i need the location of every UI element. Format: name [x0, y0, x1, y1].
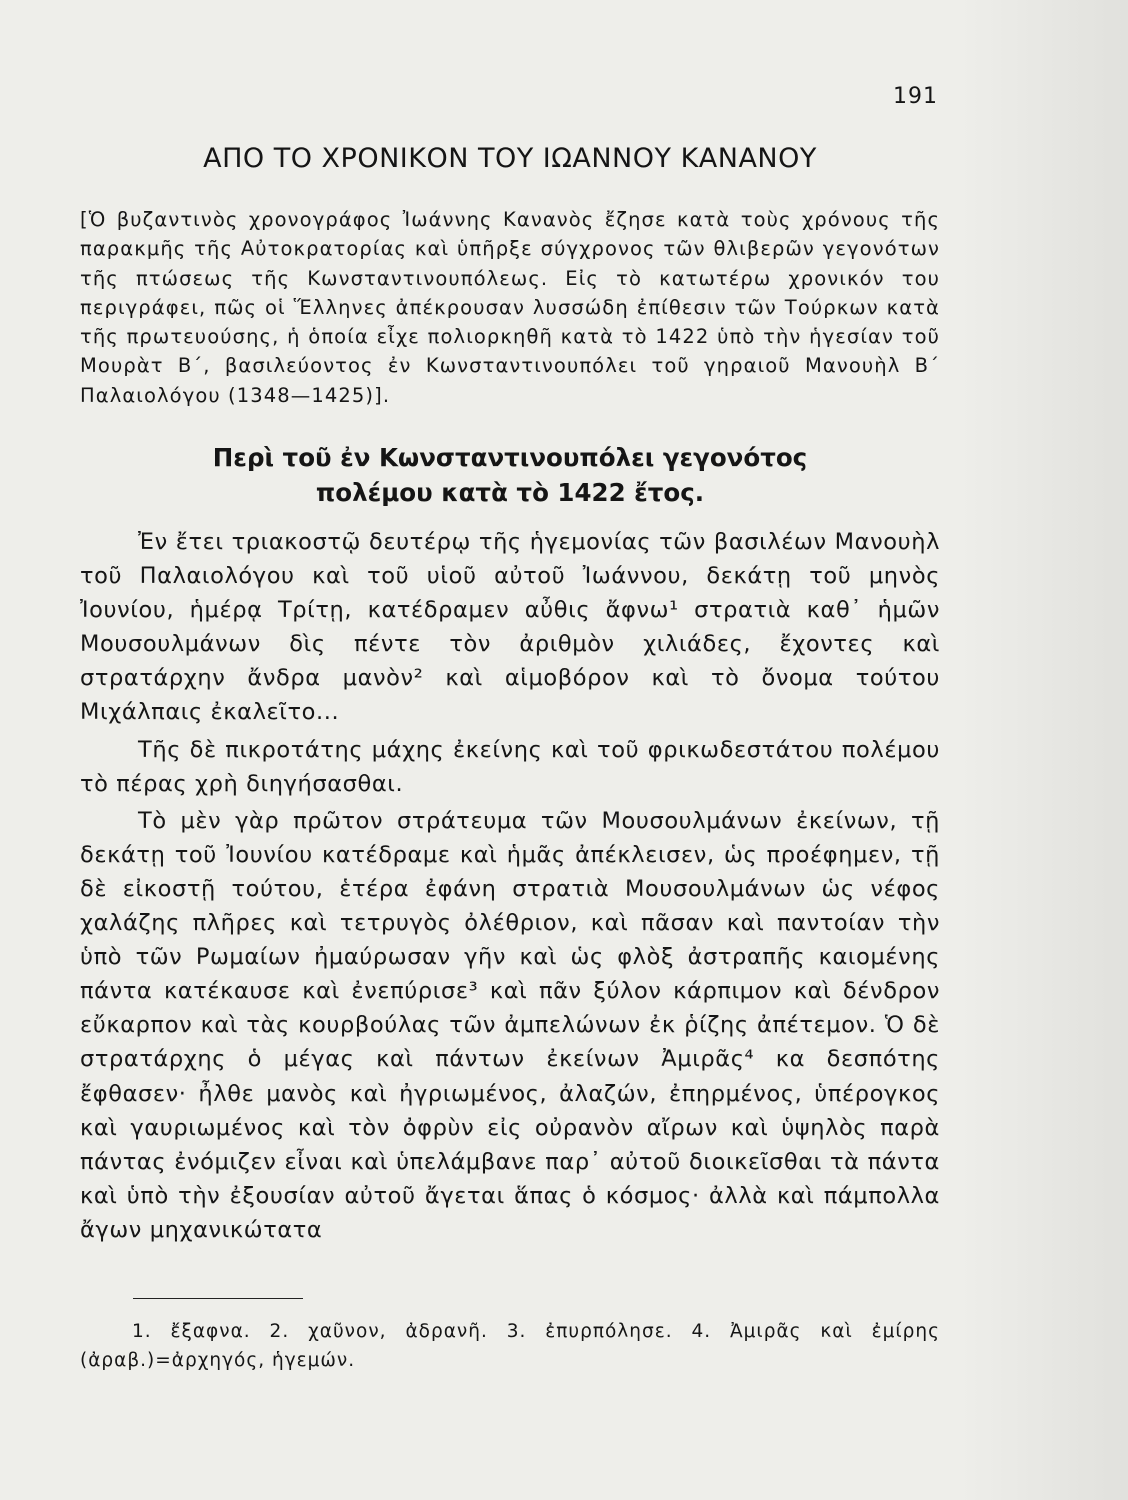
- footnote-divider: [133, 1298, 303, 1299]
- body-paragraph-1: Ἐν ἔτει τριακοστῷ δευτέρῳ τῆς ἡγεμονίας τῶν βασιλέων Μανουὴλ τοῦ Παλαιολόγου καὶ τοῦ υἱοῦ αὐτοῦ Ἰωάννου, δεκάτῃ τοῦ μηνὸς Ἰουνίου, ἡμέρᾳ Τρίτῃ, κατέδραμεν αὖθις ἄφνω¹ στρατιὰ καθ᾿ ἡμῶν Μουσουλμάνων δὶς πέντε τὸν ἀριθμὸν χιλιάδες, ἔχοντες καὶ στρατάρχην ἄνδρα μανὸν² καὶ αἱμοβόρον καὶ τὸ ὄνομα τούτου Μιχάλπαις ἐκαλεῖτο...: [80, 529, 940, 726]
- footnotes: 1. ἔξαφνα. 2. χαῦνον, ἀδρανῆ. 3. ἐπυρπόλησε. 4. Ἀμιρᾶς καὶ ἐμίρης (ἀραβ.)=ἀρχηγός, ἡγεμών.: [80, 1321, 940, 1371]
- chapter-title: ΑΠΟ ΤΟ ΧΡΟΝΙΚΟΝ ΤΟΥ ΙΩΑΝΝΟΥ ΚΑΝΑΝΟΥ: [203, 143, 817, 174]
- section-heading: [80, 440, 940, 510]
- body-paragraph-3: Τὸ μὲν γὰρ πρῶτον στράτευμα τῶν Μουσουλμάνων ἐκείνων, τῇ δεκάτῃ τοῦ Ἰουνίου κατέδραμε καὶ ἡμᾶς ἀπέκλεισεν, ὡς προέφημεν, τῇ δὲ εἰκοστῇ τούτου, ἑτέρα ἐφάνη στρατιὰ Μουσουλμάνων ὡς νέφος χαλάζης πλῆρες καὶ τετρυγὸς ὀλέθριον, καὶ πᾶσαν καὶ παντοίαν τὴν ὑπὸ τῶν Ρωμαίων ἠμαύρωσαν γῆν καὶ ὡς φλὸξ ἀστραπῆς καιομένης πάντα κατέκαυσε καὶ ἐνεπύρισε³ καὶ πᾶν ξύλον κάρπιμον καὶ δένδρον εὔκαρπον καὶ τὰς κουρβούλας τῶν ἀμπελώνων ἐκ ῥίζης ἀπέτεμον. Ὁ δὲ στρατάρχης ὁ μέγας καὶ πάντων ἐκείνων Ἀμιρᾶς⁴ κα δεσπότης ἔφθασεν· ἦλθε μανὸς καὶ ἠγριωμένος, ἀλαζών, ἐπηρμένος, ὑπέρογκος καὶ γαυριωμένος καὶ τὸν ὀφρὺν εἰς οὐρανὸν αἴρων καὶ ὑψηλὸς παρὰ πάντας ἐνόμιζεν εἶναι καὶ ὑπελάμβανε παρ᾿ αὐτοῦ διοικεῖσθαι τὰ πάντα καὶ ὑπὸ τὴν ἐξουσίαν αὐτοῦ ἄγεται ἅπας ὁ κόσμος· ἀλλὰ καὶ πάμπολλα ἄγων μηχανικώτατα: [80, 807, 940, 1243]
- page-edge-shadow: [958, 0, 1128, 1500]
- section-heading-line-1: Περὶ τοῦ ἐν Κωνσταντινουπόλει γεγονότος: [212, 443, 808, 472]
- page-number: 191: [893, 84, 938, 109]
- body-paragraph-2: Τῆς δὲ πικροτάτης μάχης ἐκείνης καὶ τοῦ φρικωδεστάτου πολέμου τὸ πέρας χρὴ διηγήσασθαι.: [80, 736, 940, 797]
- intro-paragraph: [Ὁ βυζαντινὸς χρονογράφος Ἰωάννης Κανανὸς ἔζησε κατὰ τοὺς χρόνους τῆς παρακμῆς τῆς Αὐτοκρατορίας καὶ ὑπῆρξε σύγχρονος τῶν θλιβερῶν γεγονότων τῆς πτώσεως τῆς Κωνσταντινουπόλεως. Εἰς τὸ κατωτέρω χρονικόν του περιγράφει, πῶς οἱ Ἕλληνες ἀπέκρουσαν λυσσώδη ἐπίθεσιν τῶν Τούρκων κατὰ τῆς πρωτευούσης, ἡ ὁποία εἶχε πολιορκηθῆ κατὰ τὸ 1422 ὑπὸ τὴν ἡγεσίαν τοῦ Μουρὰτ Β΄, βασιλεύοντος ἐν Κωνσταντινουπόλει τοῦ γηραιοῦ Μανουὴλ Β΄ Παλαιολόγου (1348—1425)].: [80, 208, 940, 407]
- section-heading-line-2: πολέμου κατὰ τὸ 1422 ἔτος.: [315, 478, 705, 507]
- body-text: [80, 525, 940, 1247]
